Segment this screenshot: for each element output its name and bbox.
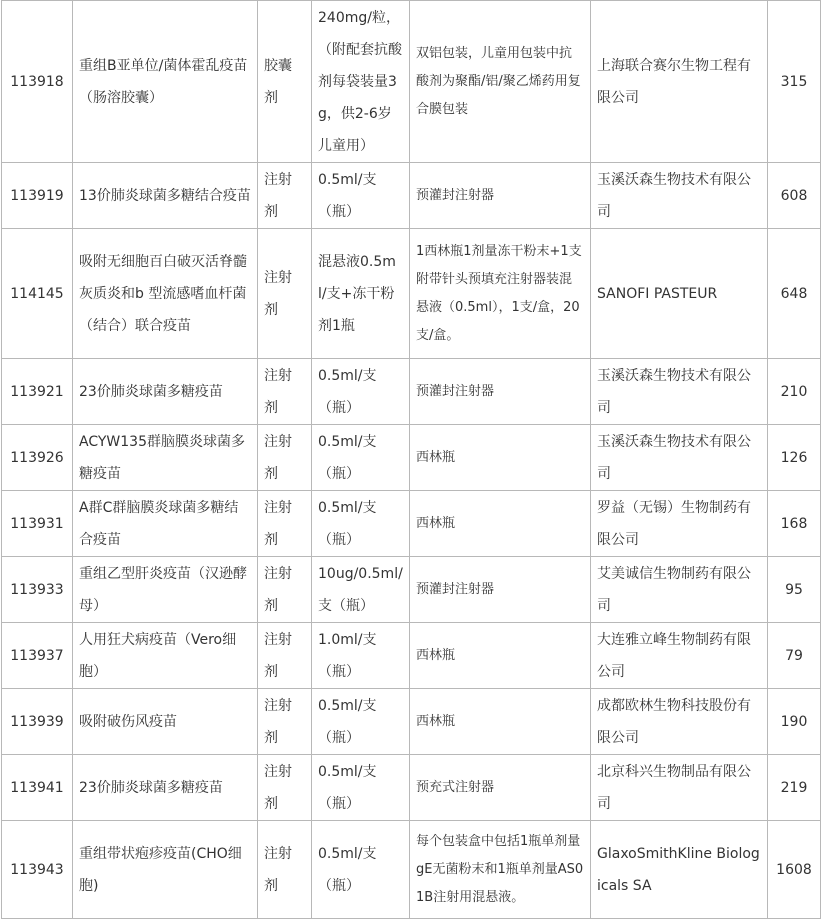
- spec-cell: 0.5ml/支（瓶）: [312, 359, 410, 425]
- spec-cell: 0.5ml/支（瓶）: [312, 821, 410, 919]
- code-cell: 113926: [2, 425, 73, 491]
- form-cell: 注射剂: [258, 623, 312, 689]
- spec-cell: 10ug/0.5ml/支（瓶）: [312, 557, 410, 623]
- name-cell: 人用狂犬病疫苗（Vero细胞）: [73, 623, 258, 689]
- name-cell: 23价肺炎球菌多糖疫苗: [73, 359, 258, 425]
- form-cell: 注射剂: [258, 163, 312, 229]
- form-cell: 注射剂: [258, 557, 312, 623]
- count-cell: 79: [768, 623, 821, 689]
- name-cell: 吸附破伤风疫苗: [73, 689, 258, 755]
- code-cell: 113931: [2, 491, 73, 557]
- form-cell: 注射剂: [258, 689, 312, 755]
- table-row: [2, 1, 821, 163]
- package-cell: 预灌封注射器: [410, 359, 591, 425]
- package-cell: 西林瓶: [410, 623, 591, 689]
- name-cell: 13价肺炎球菌多糖结合疫苗: [73, 163, 258, 229]
- spec-cell: 0.5ml/支（瓶）: [312, 689, 410, 755]
- maker-cell: 玉溪沃森生物技术有限公司: [591, 163, 768, 229]
- count-cell: 219: [768, 755, 821, 821]
- code-cell: 114145: [2, 229, 73, 359]
- code-cell: 113919: [2, 163, 73, 229]
- spec-cell: 0.5ml/支（瓶）: [312, 163, 410, 229]
- name-cell: 重组带状疱疹疫苗(CHO细胞): [73, 821, 258, 919]
- table-row: [2, 359, 821, 425]
- name-cell: 吸附无细胞百白破灭活脊髓灰质炎和b 型流感嗜血杆菌（结合）联合疫苗: [73, 229, 258, 359]
- maker-cell: 北京科兴生物制品有限公司: [591, 755, 768, 821]
- form-cell: 注射剂: [258, 491, 312, 557]
- table-row: [2, 557, 821, 623]
- maker-cell: GlaxoSmithKline Biologicals SA: [591, 821, 768, 919]
- code-cell: 113939: [2, 689, 73, 755]
- count-cell: 648: [768, 229, 821, 359]
- form-cell: 胶囊剂: [258, 1, 312, 163]
- code-cell: 113933: [2, 557, 73, 623]
- package-cell: 1西林瓶1剂量冻干粉末+1支附带针头预填充注射器装混悬液（0.5ml），1支/盒，20支/盒。: [410, 229, 591, 359]
- vaccine-table: [1, 0, 821, 919]
- count-cell: 126: [768, 425, 821, 491]
- table-row: [2, 163, 821, 229]
- spec-cell: 0.5ml/支（瓶）: [312, 755, 410, 821]
- table-row: [2, 689, 821, 755]
- maker-cell: 成都欧林生物科技股份有限公司: [591, 689, 768, 755]
- form-cell: 注射剂: [258, 425, 312, 491]
- name-cell: ACYW135群脑膜炎球菌多糖疫苗: [73, 425, 258, 491]
- package-cell: 西林瓶: [410, 425, 591, 491]
- maker-cell: 上海联合赛尔生物工程有限公司: [591, 1, 768, 163]
- count-cell: 315: [768, 1, 821, 163]
- package-cell: 预充式注射器: [410, 755, 591, 821]
- table-row: [2, 491, 821, 557]
- name-cell: 重组乙型肝炎疫苗（汉逊酵母）: [73, 557, 258, 623]
- form-cell: 注射剂: [258, 359, 312, 425]
- package-cell: 西林瓶: [410, 491, 591, 557]
- maker-cell: 罗益（无锡）生物制药有限公司: [591, 491, 768, 557]
- form-cell: 注射剂: [258, 755, 312, 821]
- name-cell: 23价肺炎球菌多糖疫苗: [73, 755, 258, 821]
- count-cell: 608: [768, 163, 821, 229]
- package-cell: 预灌封注射器: [410, 557, 591, 623]
- maker-cell: 玉溪沃森生物技术有限公司: [591, 425, 768, 491]
- spec-cell: 0.5ml/支（瓶）: [312, 425, 410, 491]
- code-cell: 113921: [2, 359, 73, 425]
- code-cell: 113941: [2, 755, 73, 821]
- maker-cell: 艾美诚信生物制药有限公司: [591, 557, 768, 623]
- spec-cell: 240mg/粒，（附配套抗酸剂每袋装量3g，供2-6岁儿童用）: [312, 1, 410, 163]
- form-cell: 注射剂: [258, 229, 312, 359]
- table-row: [2, 229, 821, 359]
- count-cell: 1608: [768, 821, 821, 919]
- table-row: [2, 425, 821, 491]
- maker-cell: 大连雅立峰生物制药有限公司: [591, 623, 768, 689]
- package-cell: 西林瓶: [410, 689, 591, 755]
- maker-cell: 玉溪沃森生物技术有限公司: [591, 359, 768, 425]
- count-cell: 168: [768, 491, 821, 557]
- code-cell: 113943: [2, 821, 73, 919]
- name-cell: 重组B亚单位/菌体霍乱疫苗（肠溶胶囊）: [73, 1, 258, 163]
- package-cell: 双铝包装，儿童用包装中抗酸剂为聚酯/铝/聚乙烯药用复合膜包装: [410, 1, 591, 163]
- maker-cell: SANOFI PASTEUR: [591, 229, 768, 359]
- spec-cell: 1.0ml/支（瓶）: [312, 623, 410, 689]
- name-cell: A群C群脑膜炎球菌多糖结合疫苗: [73, 491, 258, 557]
- package-cell: 预灌封注射器: [410, 163, 591, 229]
- code-cell: 113937: [2, 623, 73, 689]
- count-cell: 95: [768, 557, 821, 623]
- package-cell: 每个包装盒中包括1瓶单剂量gE无菌粉末和1瓶单剂量AS01B注射用混悬液。: [410, 821, 591, 919]
- code-cell: 113918: [2, 1, 73, 163]
- count-cell: 190: [768, 689, 821, 755]
- form-cell: 注射剂: [258, 821, 312, 919]
- table-row: [2, 821, 821, 919]
- count-cell: 210: [768, 359, 821, 425]
- spec-cell: 0.5ml/支（瓶）: [312, 491, 410, 557]
- table-row: [2, 623, 821, 689]
- spec-cell: 混悬液0.5ml/支+冻干粉剂1瓶: [312, 229, 410, 359]
- table-row: [2, 755, 821, 821]
